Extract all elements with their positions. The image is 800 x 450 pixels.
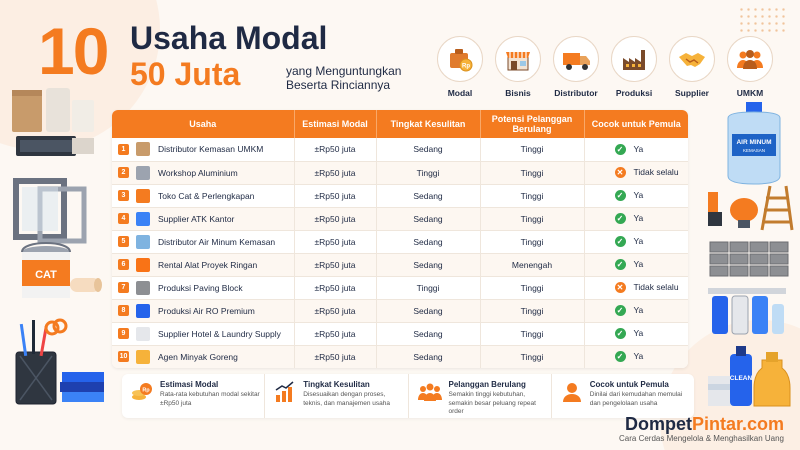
row-number: 5 — [118, 236, 129, 247]
cleaning-oil-icon — [704, 340, 798, 414]
cell-potensi: Tinggi — [480, 184, 584, 207]
cell-potensi: Tinggi — [480, 322, 584, 345]
decor-dots — [738, 6, 788, 36]
row-number: 8 — [118, 305, 129, 316]
table-row — [112, 161, 688, 184]
product-thumbnail-icon — [136, 189, 150, 203]
title-line1: Usaha Modal — [130, 20, 328, 56]
cell-cocok — [584, 345, 688, 368]
cell-potensi: Tinggi — [480, 230, 584, 253]
row-number: 9 — [118, 328, 129, 339]
cell-cocok — [584, 299, 688, 322]
cell-usaha — [112, 138, 294, 161]
header-cocok-pemula: Cocok untuk Pemula — [584, 110, 688, 138]
cell-usaha — [112, 230, 294, 253]
cell-kesulitan: Sedang — [376, 253, 480, 276]
cross-icon: ✕ — [615, 167, 626, 178]
cell-modal: ±Rp50 juta — [294, 138, 376, 161]
cocok-value: Ya — [633, 350, 644, 361]
info-tingkat-kesulitan: Tingkat Kesulitan Disesuaikan dengan proses, teknis, dan manajemen usaha — [264, 374, 407, 418]
business-table — [112, 110, 688, 368]
cell-cocok — [584, 276, 688, 299]
row-number: 10 — [119, 353, 128, 360]
cell-cocok — [584, 161, 688, 184]
truck-icon — [560, 44, 592, 74]
cell-cocok — [584, 253, 688, 276]
cell-cocok — [584, 322, 688, 345]
handshake-icon — [676, 44, 708, 74]
cell-modal: ±Rp50 juta — [294, 253, 376, 276]
money-bag-icon — [445, 44, 475, 74]
product-thumbnail-icon — [136, 350, 150, 364]
category-distributor: Distributor — [552, 36, 600, 98]
business-name: Produksi Paving Block — [158, 282, 243, 293]
brand-tagline: Cara Cerdas Mengelola & Menghasilkan Uang — [619, 434, 784, 443]
cell-potensi: Menengah — [480, 253, 584, 276]
cocok-value: Ya — [633, 143, 644, 154]
check-icon: ✓ — [615, 305, 626, 316]
category-supplier: Supplier — [668, 36, 716, 98]
business-name: Distributor Air Minum Kemasan — [158, 236, 276, 247]
business-name: Toko Cat & Perlengkapan — [158, 190, 255, 201]
cell-modal: ±Rp50 juta — [294, 230, 376, 253]
cell-potensi: Tinggi — [480, 138, 584, 161]
cell-usaha — [112, 345, 294, 368]
paving-block-icon — [704, 232, 794, 282]
header-tingkat-kesulitan: Tingkat Kesulitan — [376, 110, 480, 138]
factory-icon — [619, 44, 649, 74]
packaging-illustration-icon — [6, 80, 102, 164]
table-header-row — [112, 110, 688, 138]
check-icon: ✓ — [615, 190, 626, 201]
cell-kesulitan: Sedang — [376, 345, 480, 368]
title-subtitle — [286, 64, 401, 92]
people-icon — [734, 44, 766, 74]
cell-kesulitan: Sedang — [376, 207, 480, 230]
business-name: Supplier Hotel & Laundry Supply — [158, 328, 281, 339]
cocok-value: Tidak selalu — [633, 166, 679, 177]
cell-cocok — [584, 138, 688, 161]
cell-cocok — [584, 207, 688, 230]
product-thumbnail-icon — [136, 327, 150, 341]
table-row — [112, 345, 688, 368]
table-row — [112, 184, 688, 207]
cat-label: CAT — [35, 269, 57, 281]
table-row — [112, 299, 688, 322]
cocok-value: Ya — [633, 235, 644, 246]
bar-chart-icon — [273, 380, 297, 404]
cell-usaha — [112, 322, 294, 345]
cell-kesulitan: Sedang — [376, 230, 480, 253]
water-sublabel: KEMASAN — [742, 148, 766, 153]
cell-modal: ±Rp50 juta — [294, 276, 376, 299]
check-icon: ✓ — [615, 328, 626, 339]
category-umkm: UMKM — [726, 36, 774, 98]
person-icon — [560, 380, 584, 404]
check-icon: ✓ — [615, 351, 626, 362]
brand-name-2: Pintar.com — [691, 414, 784, 434]
cell-potensi: Tinggi — [480, 345, 584, 368]
cocok-value: Ya — [633, 189, 644, 200]
cell-usaha — [112, 276, 294, 299]
cocok-value: Tidak selalu — [633, 281, 679, 292]
info-pelanggan-berulang: Pelanggan Berulang Semakin tinggi kebutuhan, semakin besar peluang repeat order — [408, 374, 551, 418]
cocok-value: Ya — [633, 212, 644, 223]
title-number: 10 — [38, 14, 108, 88]
cell-usaha — [112, 207, 294, 230]
business-name: Rental Alat Proyek Ringan — [158, 259, 258, 270]
cell-modal: ±Rp50 juta — [294, 207, 376, 230]
svg-text:Rp: Rp — [462, 63, 470, 70]
cell-modal: ±Rp50 juta — [294, 345, 376, 368]
cell-cocok — [584, 184, 688, 207]
header-usaha: Usaha — [112, 110, 294, 138]
check-icon: ✓ — [615, 144, 626, 155]
cocok-value: Ya — [633, 327, 644, 338]
title-line2: 50 Juta — [130, 56, 241, 92]
category-bisnis: Bisnis — [494, 36, 542, 98]
header-estimasi-modal: Estimasi Modal — [294, 110, 376, 138]
header-potensi-pelanggan: Potensi Pelanggan Berulang — [480, 110, 584, 138]
category-icons — [436, 36, 774, 98]
stationery-icon — [8, 312, 108, 412]
cell-kesulitan: Tinggi — [376, 161, 480, 184]
cocok-value: Ya — [633, 304, 644, 315]
check-icon: ✓ — [615, 259, 626, 270]
svg-text:Rp: Rp — [142, 387, 150, 394]
brand-logo — [619, 414, 784, 443]
clean-label: CLEAN — [729, 375, 753, 382]
info-cocok-pemula: Cocok untuk Pemula Dinilai dari kemudahan memulai dan pengelolaan usaha — [551, 374, 694, 418]
category-modal: Rp Modal — [436, 36, 484, 98]
row-number: 1 — [118, 144, 129, 155]
info-estimasi-modal: Rp Estimasi Modal Rata-rata kebutuhan modal sekitar ±Rp50 juta — [122, 374, 264, 418]
cell-usaha — [112, 299, 294, 322]
construction-tools-icon — [704, 182, 798, 232]
brand-name-1: Dompet — [624, 414, 692, 434]
row-number: 4 — [118, 213, 129, 224]
cell-kesulitan: Sedang — [376, 184, 480, 207]
cell-kesulitan: Tinggi — [376, 276, 480, 299]
product-thumbnail-icon — [136, 258, 150, 272]
cell-usaha — [112, 184, 294, 207]
table-row — [112, 253, 688, 276]
row-number: 2 — [118, 167, 129, 178]
cell-cocok — [584, 230, 688, 253]
ro-filter-icon — [704, 284, 794, 340]
check-icon: ✓ — [615, 236, 626, 247]
row-number: 3 — [118, 190, 129, 201]
business-name: Supplier ATK Kantor — [158, 213, 235, 224]
cell-modal: ±Rp50 juta — [294, 184, 376, 207]
cell-kesulitan: Sedang — [376, 299, 480, 322]
business-name: Distributor Kemasan UMKM — [158, 144, 264, 155]
cell-modal: ±Rp50 juta — [294, 299, 376, 322]
cell-usaha — [112, 253, 294, 276]
cell-potensi: Tinggi — [480, 299, 584, 322]
check-icon: ✓ — [615, 213, 626, 224]
cell-usaha — [112, 161, 294, 184]
table-row — [112, 230, 688, 253]
subtitle-line1: yang Menguntungkan — [286, 64, 402, 78]
cross-icon: ✕ — [615, 282, 626, 293]
cell-potensi: Tinggi — [480, 161, 584, 184]
cell-kesulitan: Sedang — [376, 322, 480, 345]
subtitle-line2: Beserta Rinciannya — [286, 78, 391, 92]
aluminium-frame-icon — [10, 175, 100, 245]
water-label: AIR MINUM — [736, 139, 772, 146]
business-table-grid — [112, 110, 688, 368]
cocok-value: Ya — [633, 258, 644, 269]
category-produksi: Produksi — [610, 36, 658, 98]
table-row — [112, 276, 688, 299]
info-legend — [122, 374, 694, 418]
business-name: Agen Minyak Goreng — [158, 351, 238, 362]
coins-icon — [130, 380, 154, 404]
row-number: 7 — [118, 282, 129, 293]
row-number: 6 — [118, 259, 129, 270]
table-row — [112, 207, 688, 230]
business-name: Produksi Air RO Premium — [158, 305, 255, 316]
group-icon — [417, 380, 443, 404]
product-thumbnail-icon — [136, 235, 150, 249]
product-thumbnail-icon — [136, 212, 150, 226]
cell-potensi: Tinggi — [480, 207, 584, 230]
business-name: Workshop Aluminium — [158, 167, 238, 178]
cell-modal: ±Rp50 juta — [294, 161, 376, 184]
table-row — [112, 322, 688, 345]
cell-potensi: Tinggi — [480, 276, 584, 299]
product-thumbnail-icon — [136, 304, 150, 318]
paint-can-icon — [14, 240, 104, 308]
product-thumbnail-icon — [136, 281, 150, 295]
cell-modal: ±Rp50 juta — [294, 322, 376, 345]
water-gallon-icon — [714, 98, 794, 188]
table-row — [112, 138, 688, 161]
cell-kesulitan: Sedang — [376, 138, 480, 161]
product-thumbnail-icon — [136, 166, 150, 180]
product-thumbnail-icon — [136, 142, 150, 156]
store-icon — [503, 44, 533, 74]
